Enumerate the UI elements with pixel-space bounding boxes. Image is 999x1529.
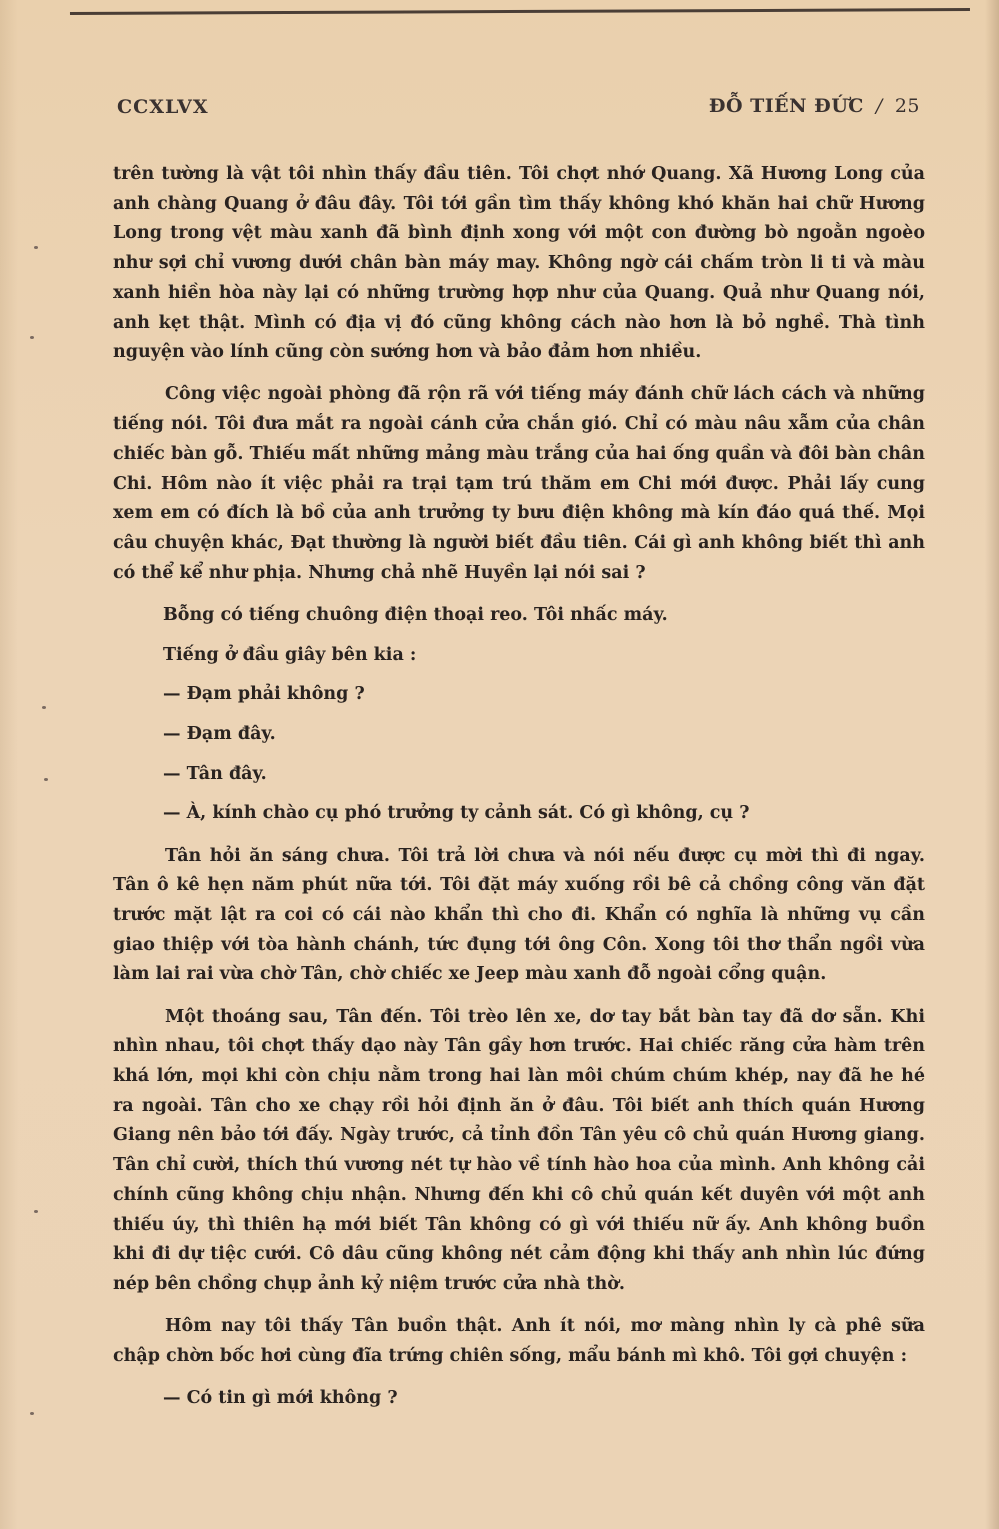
- paragraph: Một thoáng sau, Tân đến. Tôi trèo lên xe, dơ tay bắt bàn tay đã dơ sẵn. Khi nhìn nhau, tôi chợt thấy dạo này Tân gầy hơn trước. Hai chiếc răng cửa hàm trên khá lớn, mọi khi còn chịu nằm trong hai làn môi chúm chúm khép, nay đã he hé ra ngoài. Tân cho xe chạy rồi hỏi định ăn ở đâu. Tôi biết anh thích quán Hương Giang nên bảo tới đấy. Ngày trước, cả tỉnh đồn Tân yêu cô chủ quán Hương giang. Tân chỉ cười, thích thú vương nét tự hào về tính hào hoa của mình. Anh không cải chính cũng không chịu nhận. Nhưng đến khi cô chủ quán kết duyên với một anh thiếu úy, thì thiên hạ mới biết Tân không có gì với thiếu nữ ấy. Anh không buồn khi đi dự tiệc cưới. Cô dâu cũng không nét cảm động khi thấy anh nhìn lúc đứng nép bên chồng chụp ảnh kỷ niệm trước cửa nhà thờ.: [113, 1006, 925, 1294]
- paragraph: Tân hỏi ăn sáng chưa. Tôi trả lời chưa và nói nếu được cụ mời thì đi ngay. Tân ô kê hẹn năm phút nữa tới. Tôi đặt máy xuống rồi bê cả chồng công văn đặt trước mặt lật ra coi có cái nào khẩn thì cho đi. Khẩn có nghĩa là những vụ cần giao thiệp với tòa hành chánh, tức đụng tới ông Côn. Xong tôi thơ thẩn ngồi vừa làm lai rai vừa chờ Tân, chờ chiếc xe Jeep màu xanh đỗ ngoài cổng quận.: [113, 845, 925, 985]
- running-header-left: CCXLVX: [117, 96, 209, 118]
- page-body: [113, 160, 925, 1414]
- paper-speck: [30, 336, 34, 339]
- dialogue-line: — Đạm đây.: [163, 723, 276, 744]
- dialogue-line: — Có tin gì mới không ?: [163, 1388, 398, 1409]
- header-separator: /: [875, 95, 883, 117]
- paper-speck: [34, 246, 38, 249]
- paper-speck: [42, 706, 46, 709]
- dialogue-line: — À, kính chào cụ phó trưởng ty cảnh sát. Có gì không, cụ ?: [163, 803, 750, 824]
- paragraph: Tiếng ở đầu giây bên kia :: [163, 644, 417, 665]
- paper-speck: [44, 778, 48, 781]
- header-author: ĐỖ TIẾN ĐỨC: [708, 95, 864, 117]
- paragraph: Công việc ngoài phòng đã rộn rã với tiếng máy đánh chữ lách cách và những tiếng nói. Tôi đưa mắt ra ngoài cánh cửa chắn gió. Chỉ có màu nâu xẫm của chân chiếc bàn gỗ. Thiếu mất những mảng màu trắng của hai ống quần và đôi bàn chân Chi. Hôm nào ít việc phải ra trại tạm trú thăm em Chi mới được. Phải lấy cung xem em có đích là bồ của anh trưởng ty bưu điện không mà kín đáo quá thế. Mọi câu chuyện khác, Đạt thường là người biết đầu tiên. Cái gì anh không biết thì anh có thể kể như phịa. Nhưng chả nhẽ Huyền lại nói sai ?: [113, 384, 925, 583]
- paragraph: Hôm nay tôi thấy Tân buồn thật. Anh ít nói, mơ màng nhìn ly cà phê sữa chập chờn bốc hơi cùng đĩa trứng chiên sống, mẩu bánh mì khô. Tôi gợi chuyện :: [113, 1316, 925, 1366]
- paragraph: trên tường là vật tôi nhìn thấy đầu tiên. Tôi chợt nhớ Quang. Xã Hương Long của anh chàng Quang ở đâu đây. Tôi tới gần tìm thấy không khó khăn hai chữ Hương Long trong vệt màu xanh đã bình định xong với một con đường bò ngoằn ngoèo như sợi chỉ vương dưới chân bàn máy may. Không ngờ cái chấm tròn li ti và màu xanh hiền hòa này lại có những trường hợp như của Quang. Quả như Quang nói, anh kẹt thật. Mình có địa vị đó cũng không cách nào hơn là bỏ nghề. Thà tình nguyện vào lính cũng còn sướng hơn và bảo đảm hơn nhiều.: [113, 164, 925, 363]
- page-left-edge-shadow: [0, 0, 18, 1529]
- paper-speck: [34, 1210, 38, 1213]
- paragraph: Bỗng có tiếng chuông điện thoại reo. Tôi nhấc máy.: [163, 604, 668, 625]
- page-right-edge-shadow: [985, 0, 999, 1529]
- page-number: 25: [894, 95, 920, 117]
- paper-speck: [30, 1412, 34, 1415]
- dialogue-line: — Tân đây.: [163, 763, 267, 784]
- running-header-right: [709, 95, 920, 117]
- dialogue-line: — Đạm phải không ?: [163, 684, 365, 705]
- top-edge-rule: [70, 8, 970, 23]
